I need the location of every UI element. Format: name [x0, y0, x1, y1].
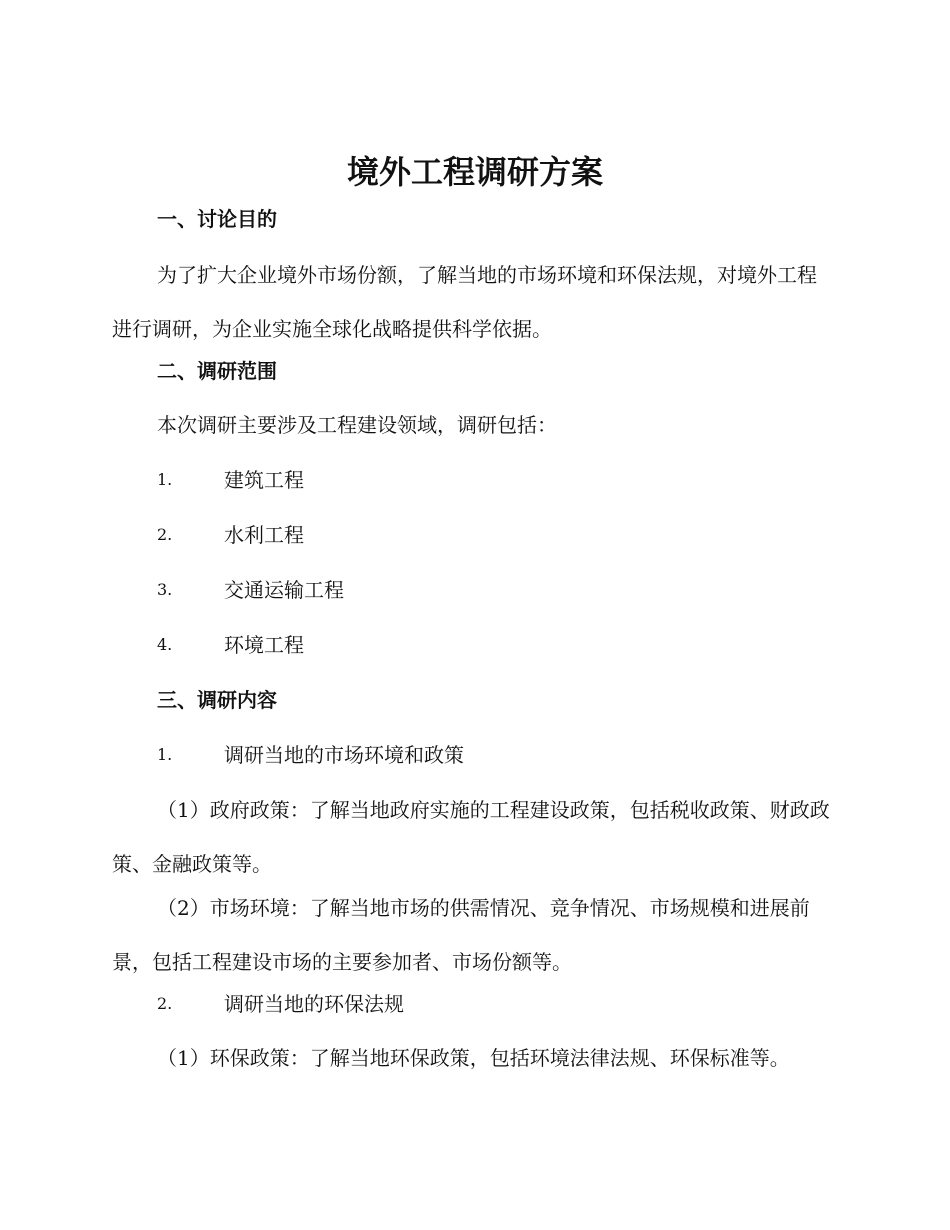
subitem-market: （2）市场环境：了解当地市场的供需情况、竞争情况、市场规模和进展前景，包括工程建设市场的主要参加者、市场份额等。: [112, 896, 810, 974]
list-item-number: 2.: [157, 994, 173, 1013]
document-title: 境外工程调研方案: [346, 153, 603, 191]
list-item-number: 1.: [157, 470, 173, 489]
section-heading-scope: 二、调研范围: [157, 359, 277, 383]
list-item-text: 交通运输工程: [224, 578, 344, 602]
purpose-paragraph: 为了扩大企业境外市场份额，了解当地的市场环境和环保法规，对境外工程进行调研，为企业实施全球化战略提供科学依据。: [112, 263, 817, 341]
list-item-number: 4.: [157, 635, 173, 654]
list-item-number: 3.: [157, 580, 173, 599]
list-item-number: 1.: [157, 745, 173, 764]
list-item-text: 调研当地的环保法规: [224, 992, 404, 1016]
list-item-text: 调研当地的市场环境和政策: [224, 743, 464, 767]
subitem-environmental-policy: （1）环保政策：了解当地环保政策，包括环境法律法规、环保标准等。: [157, 1046, 790, 1070]
list-item-text: 环境工程: [224, 633, 304, 657]
list-item-number: 2.: [157, 525, 173, 544]
section-heading-content: 三、调研内容: [157, 688, 277, 712]
section-heading-purpose: 一、讨论目的: [157, 207, 277, 231]
list-item-text: 水利工程: [224, 523, 304, 547]
scope-intro: 本次调研主要涉及工程建设领域，调研包括：: [157, 413, 557, 437]
subitem-policy: （1）政府政策：了解当地政府实施的工程建设政策，包括税收政策、财政政策、金融政策等。: [112, 798, 830, 876]
list-item-text: 建筑工程: [224, 468, 304, 492]
